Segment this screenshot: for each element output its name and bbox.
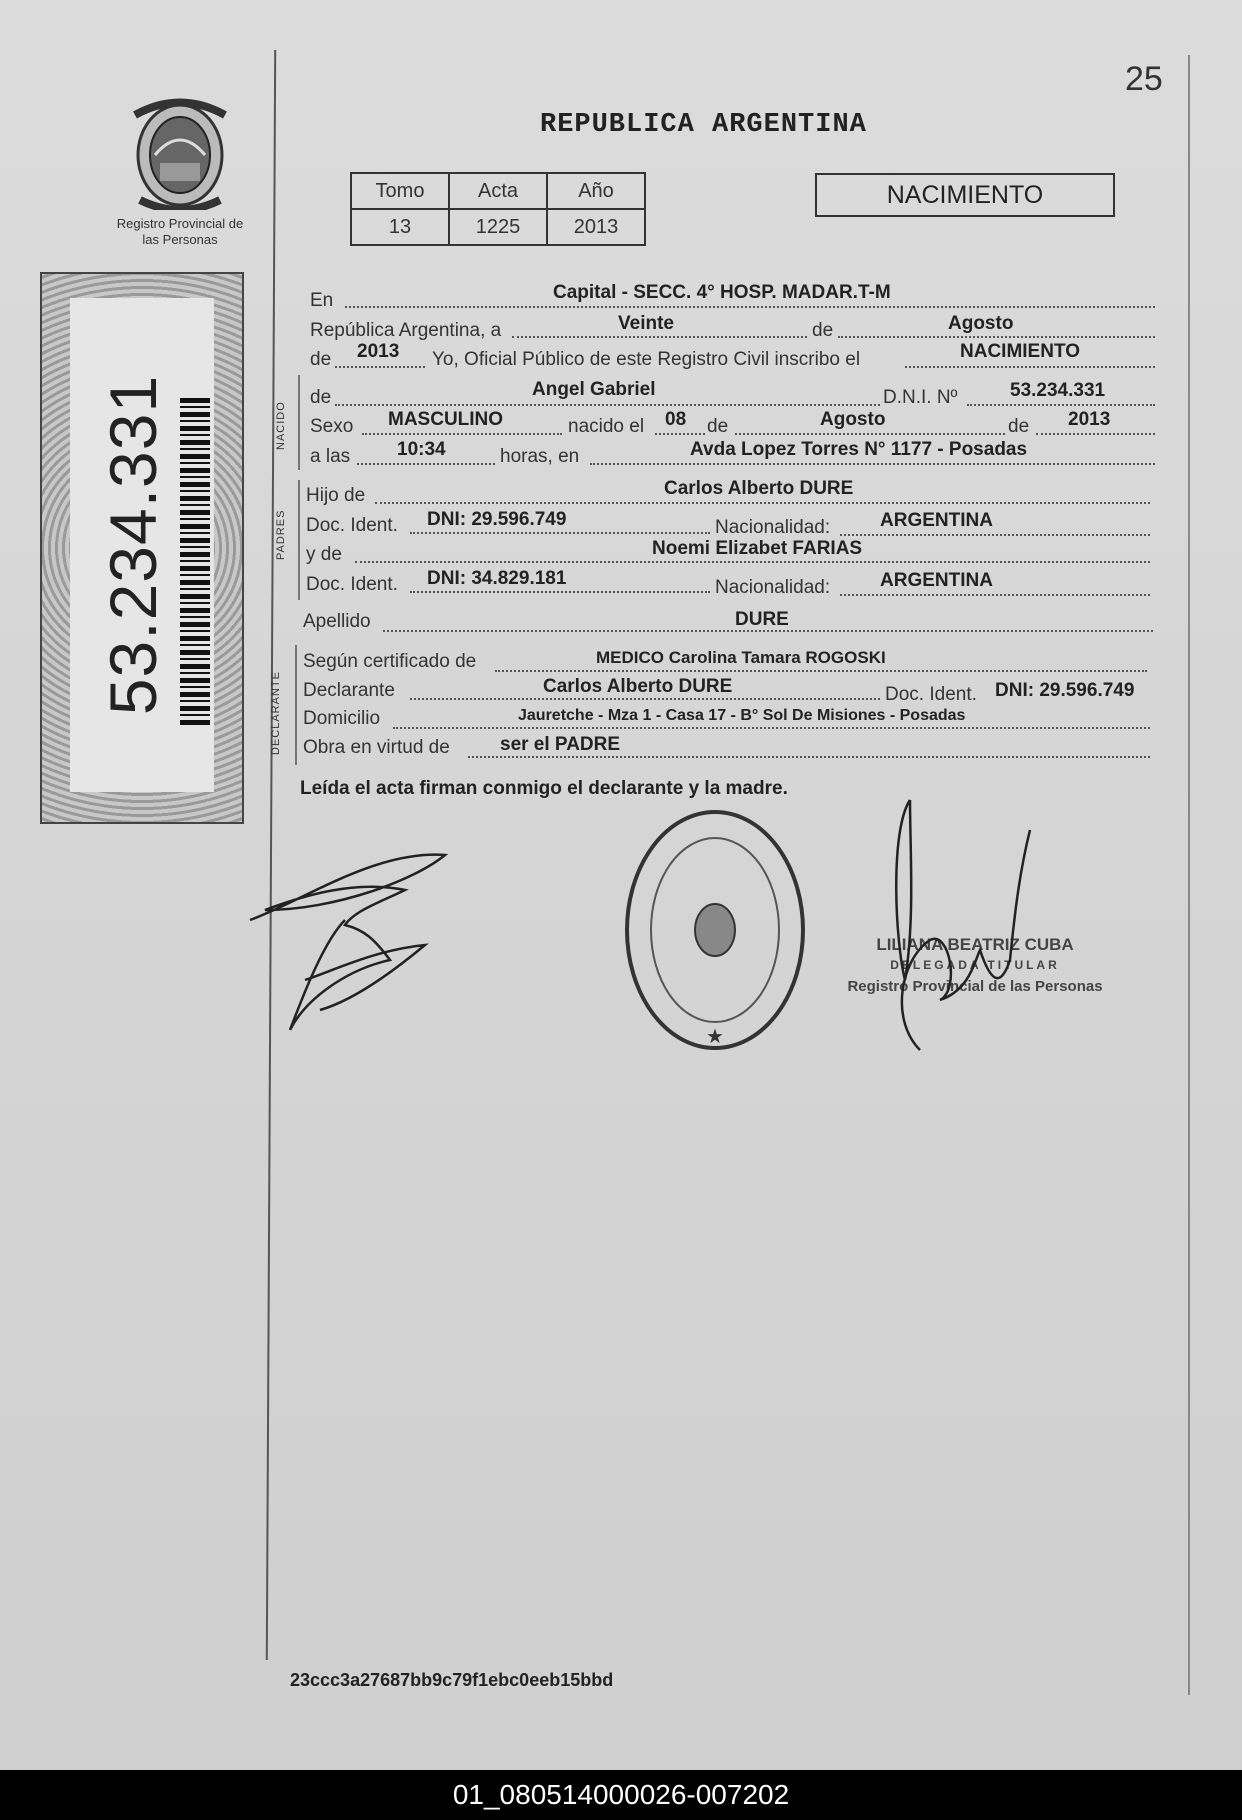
certificado-label: Según certificado de [303, 651, 477, 672]
republic-label: República Argentina, a [310, 320, 502, 341]
official-text: Yo, Oficial Público de este Registro Civil inscribo el [432, 349, 861, 370]
domicilio-label: Domicilio [303, 708, 381, 729]
father-nationality: ARGENTINA [880, 510, 993, 531]
mother-nationality: ARGENTINA [880, 570, 993, 591]
apellido-label: Apellido [303, 611, 371, 632]
hijo-de-label: Hijo de [306, 485, 366, 506]
birth-year: 2013 [1068, 409, 1111, 430]
child-dni: 53.234.331 [1010, 380, 1106, 401]
declarant-signature-icon [245, 840, 460, 1040]
dotted-line [393, 727, 1150, 729]
barcode-icon [180, 398, 210, 728]
horas-label: horas, en [500, 446, 580, 467]
declarante-section-label: DECLARANTE [270, 671, 282, 755]
birth-de-label-2: de [1008, 416, 1030, 437]
svg-text:★: ★ [706, 1026, 724, 1048]
padres-section-bar [298, 480, 300, 600]
child-sex: MASCULINO [388, 409, 504, 430]
birth-de-label: de [707, 416, 729, 437]
record-table-header [351, 173, 645, 209]
mother-name: Noemi Elizabet FARIAS [652, 538, 863, 559]
value-acta: 1225 [449, 209, 547, 245]
registration-month: Agosto [948, 313, 1014, 334]
registration-place: Capital - SECC. 4° HOSP. MADAR.T-M [553, 282, 891, 303]
registration-year: 2013 [357, 341, 400, 362]
registered-event: NACIMIENTO [960, 341, 1080, 362]
y-de-label: y de [306, 544, 342, 565]
image-caption: 01_080514000026-007202 [0, 1770, 1242, 1820]
father-nationality-label: Nacionalidad: [715, 517, 831, 538]
registry-seal-icon [620, 805, 810, 1055]
dotted-line [495, 670, 1147, 672]
dotted-line [410, 698, 880, 700]
officer-role: DELEGADA TITULAR [890, 958, 1060, 972]
nacido-section-label: NACIDO [275, 401, 287, 450]
dotted-line [655, 433, 705, 435]
header-acta: Acta [449, 173, 547, 209]
registry-logo [125, 95, 235, 210]
dotted-line [410, 532, 710, 534]
medical-certificate: MEDICO Carolina Tamara ROGOSKI [596, 648, 886, 667]
dotted-line [967, 404, 1155, 406]
en-label: En [310, 290, 334, 311]
birth-day: 08 [665, 409, 687, 430]
dotted-line [840, 594, 1150, 596]
dotted-line [735, 433, 1005, 435]
declarante-label: Declarante [303, 680, 395, 701]
dotted-line [840, 534, 1150, 536]
record-type-box: NACIMIENTO [815, 173, 1115, 217]
dotted-line [357, 463, 495, 465]
declarant-doc-label: Doc. Ident. [885, 684, 977, 705]
value-tomo: 13 [351, 209, 449, 245]
birth-place: Avda Lopez Torres N° 1177 - Posadas [690, 439, 1028, 460]
dni-stamp-inner [70, 298, 214, 792]
mother-doc-label: Doc. Ident. [306, 574, 398, 595]
document-title: REPUBLICA ARGENTINA [540, 110, 867, 140]
dni-stamp-number: 53.234.331 [96, 374, 170, 716]
dotted-line [345, 306, 1155, 308]
declarant-doc: DNI: 29.596.749 [995, 680, 1135, 701]
dni-stamp [40, 272, 244, 824]
birth-month: Agosto [820, 409, 886, 430]
dotted-line [335, 366, 425, 368]
dotted-line [468, 756, 1150, 758]
record-table [350, 172, 646, 246]
officer-name: LILIANA BEATRIZ CUBA [876, 935, 1074, 954]
dotted-line [335, 404, 880, 406]
father-name: Carlos Alberto DURE [664, 478, 854, 499]
header-anio: Año [547, 173, 645, 209]
nacido-de-label: de [310, 387, 332, 408]
declarant-reason: ser el PADRE [500, 734, 621, 755]
officer-signature-icon [880, 790, 1040, 1060]
header-tomo: Tomo [351, 173, 449, 209]
declarante-section-bar [295, 645, 297, 765]
dotted-line [1036, 433, 1155, 435]
a-las-label: a las [310, 446, 351, 467]
child-name: Angel Gabriel [532, 379, 656, 400]
nacido-section-bar [298, 375, 300, 470]
dotted-line [355, 561, 1150, 563]
obra-label: Obra en virtud de [303, 737, 450, 758]
dotted-line [362, 433, 562, 435]
dotted-line [838, 336, 1155, 338]
dni-label: D.N.I. Nº [883, 387, 958, 408]
surname: DURE [735, 609, 789, 630]
closing-statement: Leída el acta firman conmigo el declarante y la madre. [300, 778, 788, 799]
document-hash: 23ccc3a27687bb9c79f1ebc0eeb15bbd [290, 1670, 614, 1690]
officer-office: Registro Provincial de las Personas [847, 978, 1103, 995]
misiones-shield-icon [125, 95, 235, 210]
mother-doc: DNI: 34.829.181 [427, 568, 567, 589]
birth-time: 10:34 [397, 439, 446, 460]
de-label: de [812, 320, 834, 341]
mother-nationality-label: Nacionalidad: [715, 577, 831, 598]
father-doc: DNI: 29.596.749 [427, 509, 567, 530]
declarant-name: Carlos Alberto DURE [543, 676, 733, 697]
year-label: de [310, 349, 332, 370]
sexo-label: Sexo [310, 416, 354, 437]
value-anio: 2013 [547, 209, 645, 245]
record-table-values [351, 209, 645, 245]
registry-name: Registro Provincial de las Personas [116, 216, 244, 247]
padres-section-label: PADRES [275, 509, 287, 560]
page-number: 25 [1125, 60, 1163, 98]
declarant-address: Jauretche - Mza 1 - Casa 17 - B° Sol De Misiones - Posadas [518, 707, 966, 724]
father-doc-label: Doc. Ident. [306, 515, 398, 536]
dotted-line [512, 336, 807, 338]
dotted-line [410, 591, 710, 593]
right-margin-rule [1188, 55, 1190, 1695]
dotted-line [905, 366, 1155, 368]
registration-day: Veinte [618, 313, 674, 334]
nacido-el-label: nacido el [568, 416, 645, 437]
dotted-line [590, 463, 1155, 465]
dotted-line [375, 502, 1150, 504]
